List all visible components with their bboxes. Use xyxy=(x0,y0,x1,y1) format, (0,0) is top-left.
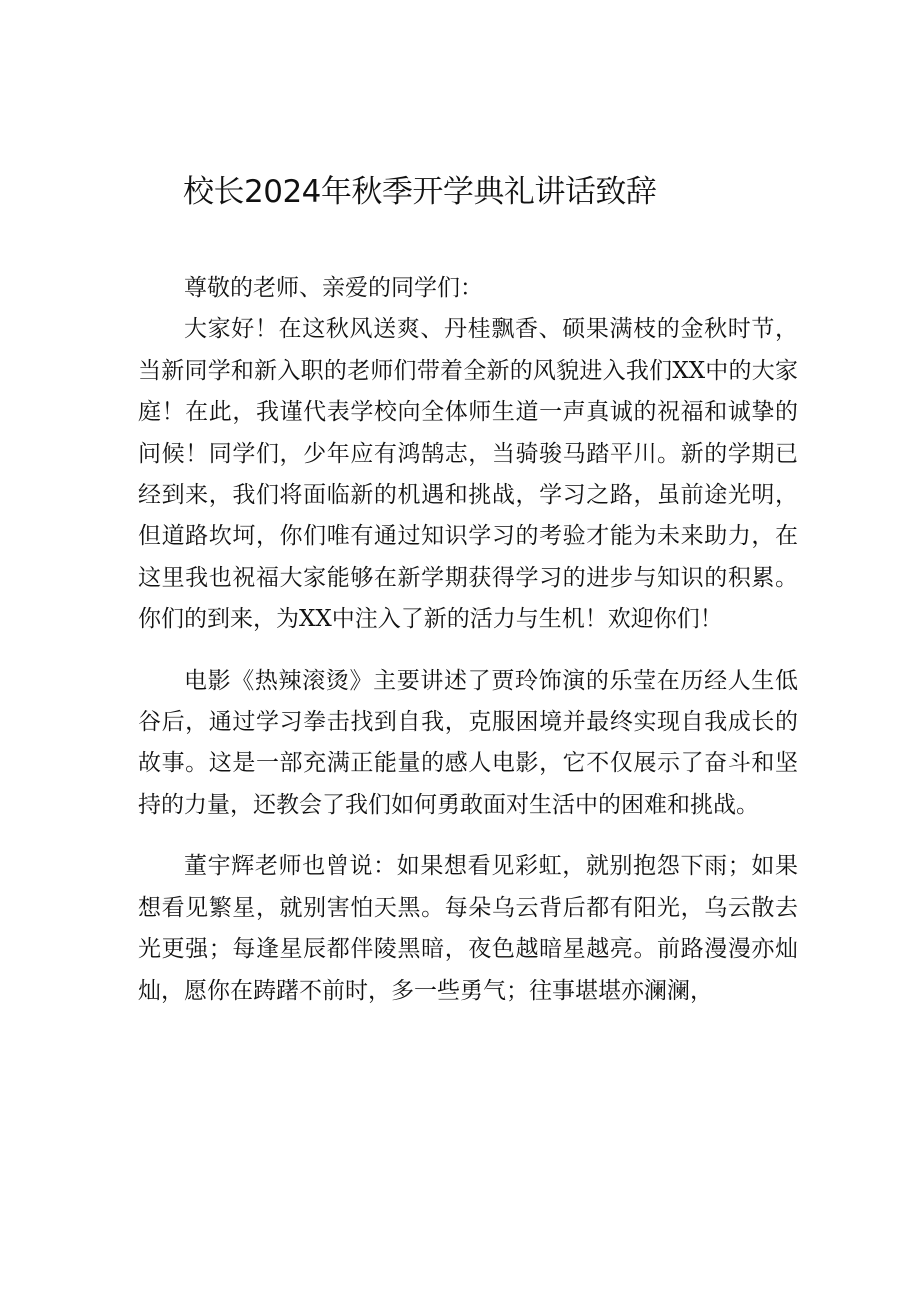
document-body xyxy=(138,268,798,1012)
paragraph-movie: 电影《热辣滚烫》主要讲述了贾玲饰演的乐莹在历经人生低谷后，通过学习拳击找到自我，克服困境并最终实现自我成长的故事。这是一部充满正能量的感人电影，它不仅展示了奋斗和坚持的力量，还教会了我们如何勇敢面对生活中的困难和挑战。 xyxy=(138,667,798,818)
paragraph-quote: 董宇辉老师也曾说：如果想看见彩虹，就别抱怨下雨；如果想看见繁星，就别害怕天黑。每朵乌云背后都有阳光，乌云散去光更强；每逢星辰都伴陵黑暗，夜色越暗星越亮。前路漫漫亦灿灿，愿你在踌躇不前时，多一些勇气；往事堪堪亦澜澜， xyxy=(138,853,798,1004)
document-title: 校长2024年秋季开学典礼讲话致辞 xyxy=(183,174,657,210)
paragraph-welcome: 大家好！在这秋风送爽、丹桂飘香、硕果满枝的金秋时节，当新同学和新入职的老师们带着全新的风貌进入我们XX中的大家庭！在此，我谨代表学校向全体师生道一声真诚的祝福和诚挚的问候！同学们，少年应有鸿鹄志，当骑骏马踏平川。新的学期已经到来，我们将面临新的机遇和挑战，学习之路，虽前途光明，但道路坎坷，你们唯有通过知识学习的考验才能为未来助力，在这里我也祝福大家能够在新学期获得学习的进步与知识的积累。你们的到来，为XX中注入了新的活力与生机！欢迎你们！ xyxy=(138,316,798,633)
greeting: 尊敬的老师、亲爱的同学们： xyxy=(184,275,483,301)
